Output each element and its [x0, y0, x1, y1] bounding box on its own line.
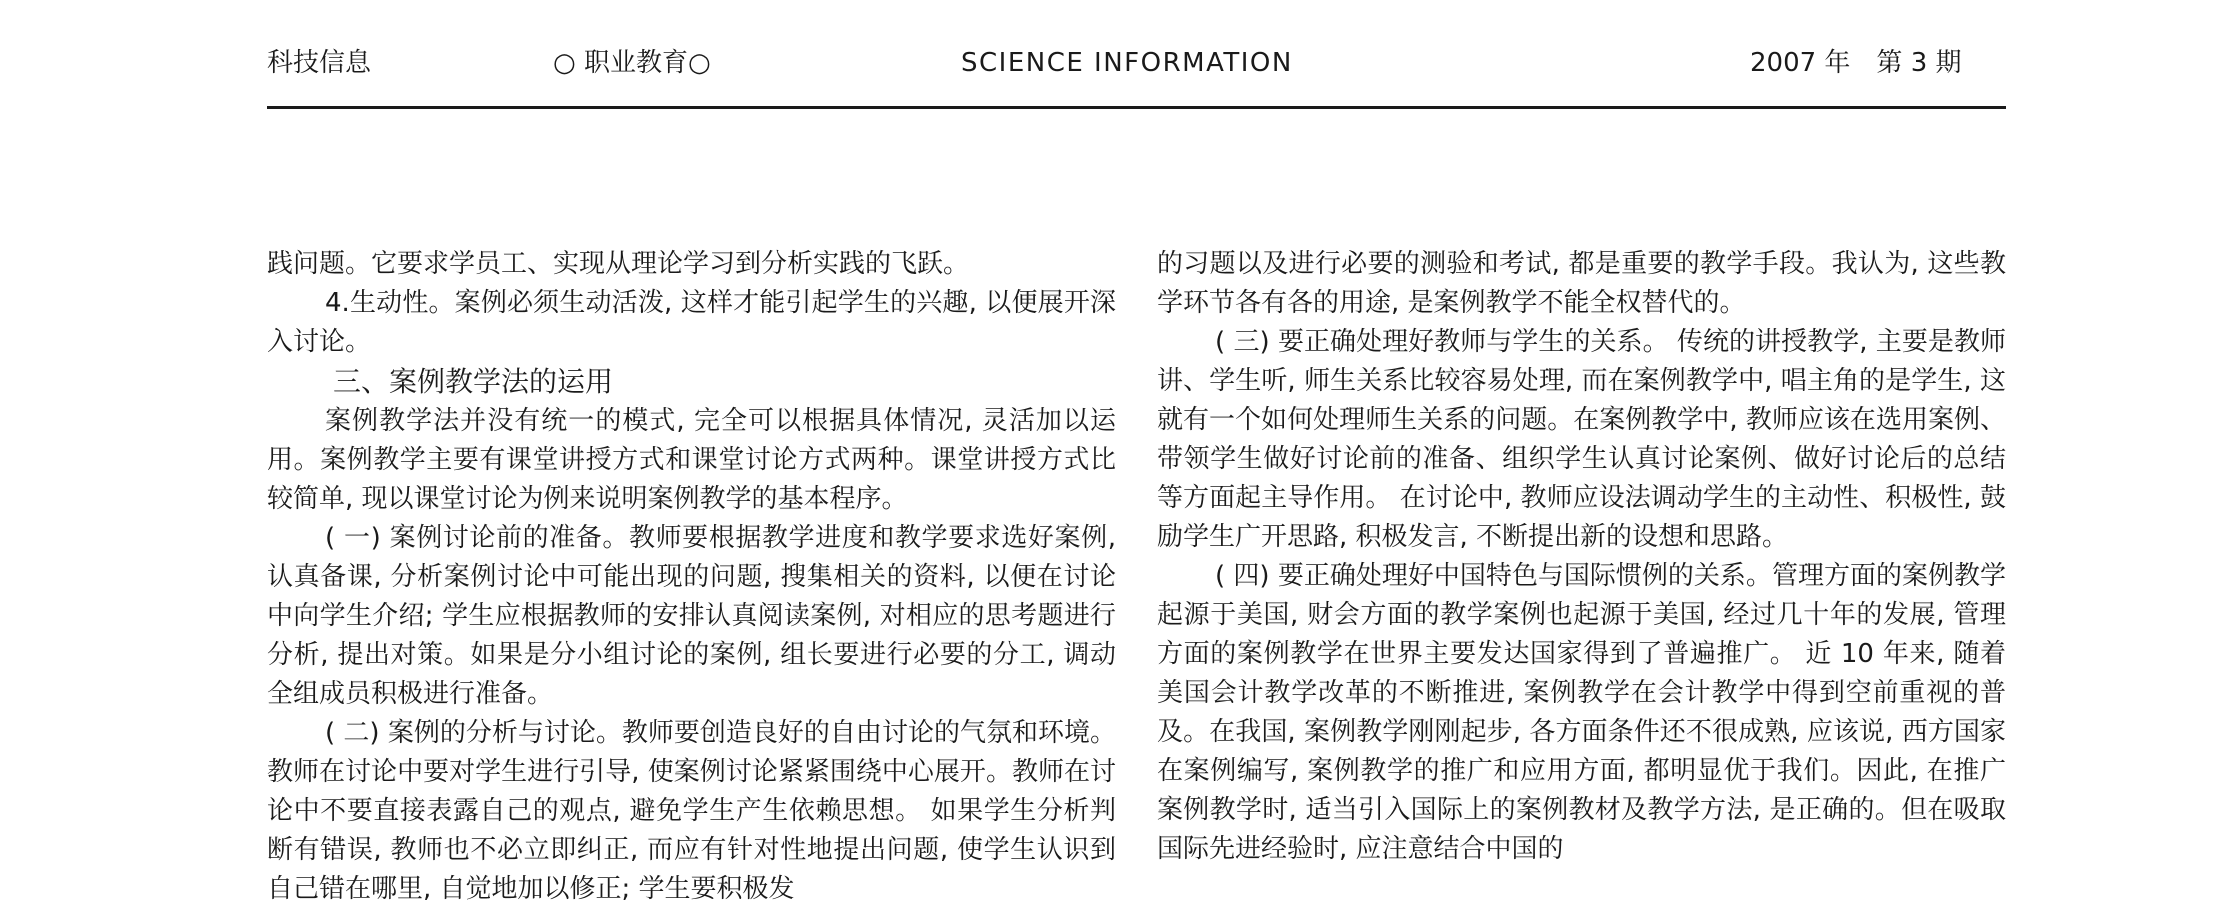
header-rule — [267, 106, 2006, 109]
paragraph: ( 一) 案例讨论前的准备。教师要根据教学进度和教学要求选好案例, 认真备课, 分析案例讨论中可能出现的问题, 搜集相关的资料, 以便在讨论中向学生介绍; 学生应根据教师的安排认真阅读案例, 对相应的思考题进行分析, 提出对策。如果是分小组讨论的案例, 组长要进行必要的分工, 调动全组成员积极进行准备。 — [267, 523, 1116, 709]
paragraph: ( 四) 要正确处理好中国特色与国际惯例的关系。管理方面的案例教学起源于美国, 财会方面的教学案例也起源于美国, 经过几十年的发展, 管理方面的案例教学在世界主要发达国家得到了普遍推广。 近 10 年来, 随着美国会计教学改革的不断推进, 案例教学在会计教学中得到空前重视的普及。在我国, 案例教学刚刚起步, 各方面条件还不很成熟, 应该说, 西方国家在案例编写, 案例教学的推广和应用方面, 都明显优于我们。因此, 在推广案例教学时, 适当引入国际上的案例教材及教学方法, 是正确的。但在吸取国际先进经验时, 应注意结合中国的 — [1157, 561, 2006, 864]
section-label: ○ 职业教育○ — [553, 48, 711, 78]
right-column — [1157, 245, 2006, 869]
paragraph: 践问题。它要求学员工、实现从理论学习到分析实践的飞跃。 — [267, 249, 970, 279]
paragraph: ( 二) 案例的分析与讨论。教师要创造良好的自由讨论的气氛和环境。教师在讨论中要对学生进行引导, 使案例讨论紧紧围绕中心展开。教师在讨论中不要直接表露自己的观点, 避免学生产生依赖思想。 如果学生分析判断有错误, 教师也不必立即纠正, 而应有针对性地提出问题, 使学生认识到自己错在哪里, 自觉地加以修正; 学生要积极发 — [267, 718, 1116, 900]
paragraph: 4.生动性。案例必须生动活泼, 这样才能引起学生的兴趣, 以便展开深入讨论。 — [267, 288, 1116, 357]
left-column — [267, 245, 1116, 900]
section-heading: 三、案例教学法的运用 — [333, 365, 614, 398]
paragraph: ( 三) 要正确处理好教师与学生的关系。 传统的讲授教学, 主要是教师讲、学生听, 师生关系比较容易处理, 而在案例教学中, 唱主角的是学生, 这就有一个如何处理师生关系的问题。在案例教学中, 教师应该在选用案例、带领学生做好讨论前的准备、组织学生认真讨论案例、做好讨论后的总结等方面起主导作用。 在讨论中, 教师应设法调动学生的主动性、积极性, 鼓励学生广开思路, 积极发言, 不断提出新的设想和思路。 — [1157, 327, 2006, 552]
journal-title-en: SCIENCE INFORMATION — [961, 48, 1293, 78]
paragraph: 案例教学法并没有统一的模式, 完全可以根据具体情况, 灵活加以运用。案例教学主要有课堂讲授方式和课堂讨论方式两种。课堂讲授方式比较简单, 现以课堂讨论为例来说明案例教学的基本程序。 — [267, 406, 1116, 514]
paragraph: 的习题以及进行必要的测验和考试, 都是重要的教学手段。我认为, 这些教学环节各有各的用途, 是案例教学不能全权替代的。 — [1157, 249, 2006, 318]
journal-title: 科技信息 — [267, 48, 372, 78]
page-header — [267, 40, 2006, 110]
issue-label: 2007 年 第 3 期 — [1750, 48, 1962, 78]
